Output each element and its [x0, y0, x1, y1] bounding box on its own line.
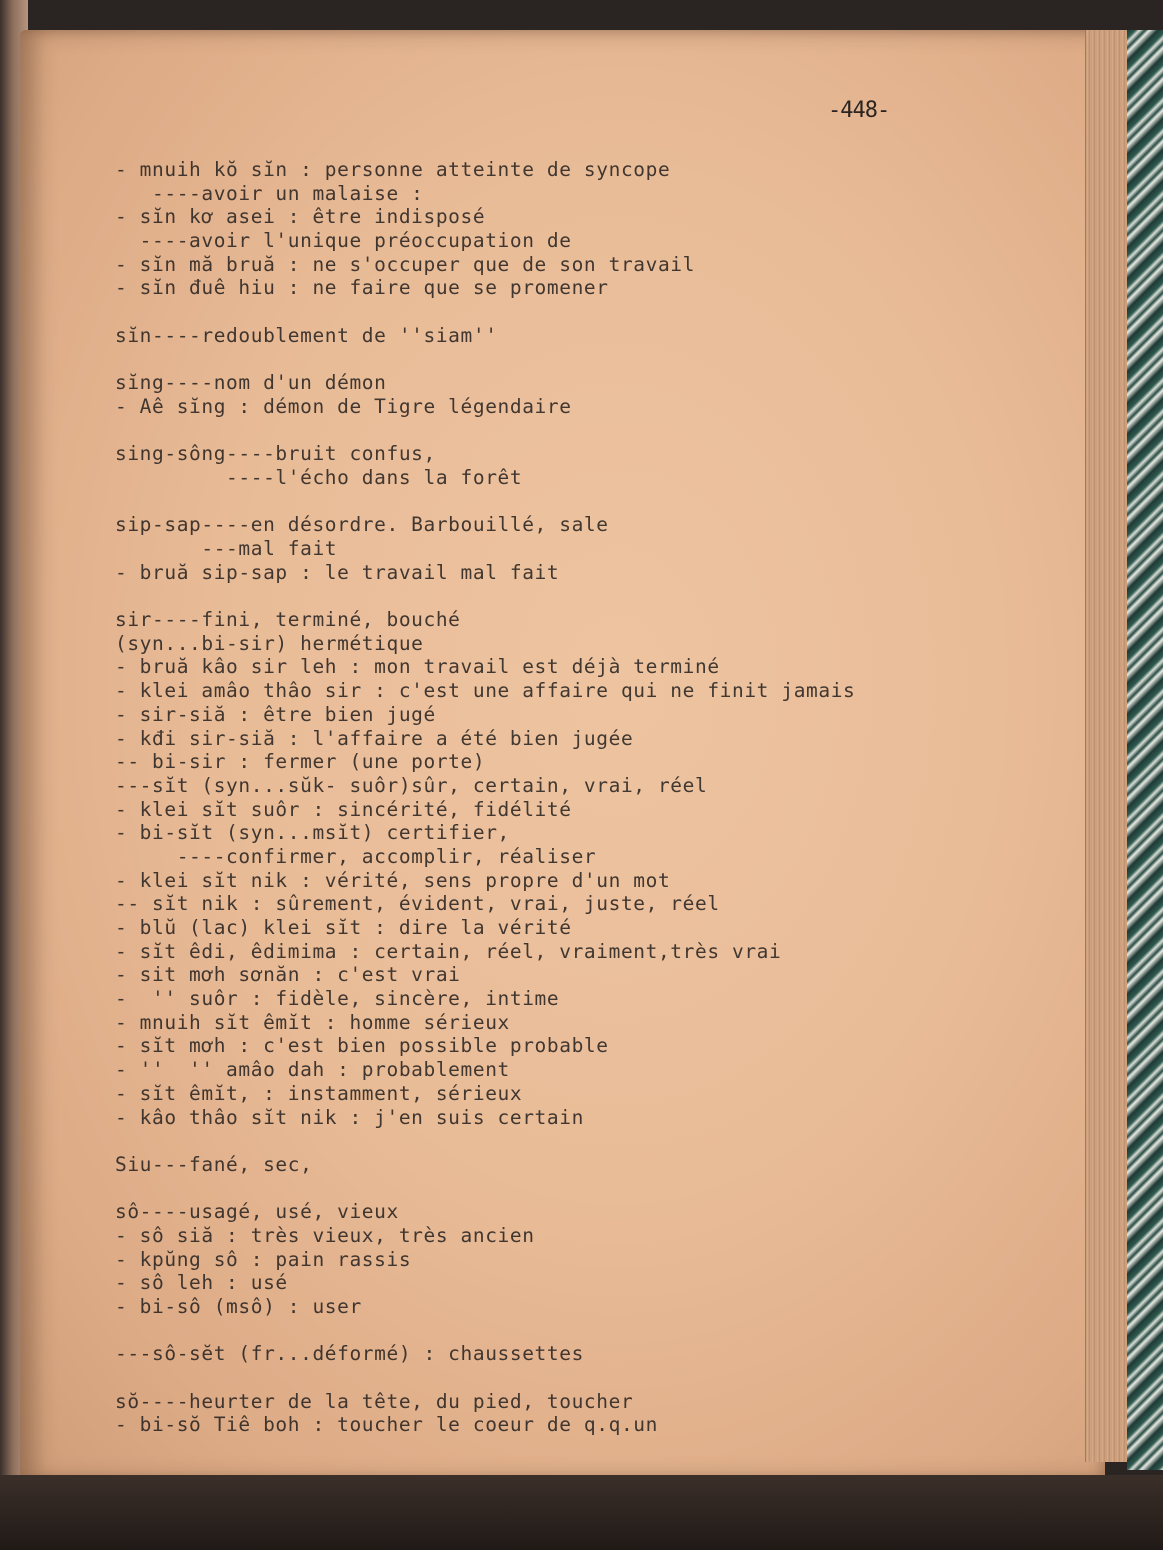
- text-line: - sĭn đuê hiu : ne faire que se promener: [115, 276, 609, 300]
- text-line: - '' suôr : fidèle, sincère, intime: [115, 987, 560, 1011]
- page-number: -448-: [828, 98, 890, 123]
- text-line: - klei sĭt nik : vérité, sens propre d'un mot: [115, 868, 671, 892]
- text-line: (syn...bi-sir) hermétique: [115, 631, 424, 655]
- text-line: - bruă sip-sap : le travail mal fait: [115, 560, 560, 584]
- blank-line: [115, 584, 1015, 608]
- text-line: - blŭ (lac) klei sĭt : dire la vérité: [115, 916, 572, 939]
- blank-line: [115, 490, 1015, 514]
- background-shadow: [0, 1475, 1163, 1550]
- blank-line: [115, 1129, 1015, 1153]
- text-line: - sô siă : très vieux, très ancien: [115, 1223, 535, 1247]
- text-line: - kđi sir-siă : l'affaire a été bien jugée: [115, 726, 634, 750]
- blank-line: [115, 1319, 1015, 1343]
- text-line: ----avoir l'unique préoccupation de: [115, 229, 572, 253]
- text-line: Siu---fané, sec,: [115, 1152, 313, 1176]
- text-line: - kâo thâo sĭt nik : j'en suis certain: [115, 1105, 584, 1129]
- page-stack-edges: [1085, 30, 1128, 1462]
- blank-line: [115, 1177, 1015, 1201]
- blank-line: [115, 419, 1015, 443]
- text-line: ---mal fait: [115, 537, 338, 560]
- text-line: - sĭn mă bruă : ne s'occuper que de son travail: [115, 252, 695, 276]
- text-line: ---sĭt (syn...sŭk- suôr)sûr, certain, vrai, réel: [115, 773, 708, 797]
- text-line: sô----usagé, usé, vieux: [115, 1200, 399, 1224]
- text-line: - bruă kâo sir leh : mon travail est déjà terminé: [115, 655, 720, 679]
- blank-line: [115, 300, 1015, 324]
- marbled-cover-edge: [1127, 30, 1163, 1470]
- text-line: - Aê sĭng : démon de Tigre légendaire: [115, 394, 572, 418]
- text-line: sŏ----heurter de la tête, du pied, toucher: [115, 1389, 634, 1413]
- text-line: sir----fini, terminé, bouché: [115, 608, 461, 632]
- text-line: - sĭn kơ asei : être indisposé: [115, 205, 486, 229]
- text-line: sĭng----nom d'un démon: [115, 371, 387, 395]
- text-line: - bi-sŏ Tiê boh : toucher le coeur de q.q.un: [115, 1413, 658, 1437]
- text-line: - mnuih sĭt êmĭt : homme sérieux: [115, 1010, 510, 1034]
- text-line: - sĭt êmĭt, : instamment, sérieux: [115, 1081, 523, 1105]
- text-line: ----avoir un malaise :: [115, 181, 424, 205]
- text-line: -- bi-sir : fermer (une porte): [115, 750, 486, 774]
- text-line: - klei amâo thâo sir : c'est une affaire qui ne finit jamais: [115, 679, 856, 703]
- text-line: sing-sông----bruit confus,: [115, 442, 436, 466]
- text-line: - sit mơh sơnăn : c'est vrai: [115, 963, 461, 987]
- text-line: - kpŭng sô : pain rassis: [115, 1247, 412, 1271]
- text-line: - bi-sĭt (syn...msĭt) certifier,: [115, 821, 510, 845]
- text-line: - sĭt mơh : c'est bien possible probable: [115, 1034, 609, 1058]
- text-line: -- sĭt nik : sûrement, évident, vrai, juste, réel: [115, 892, 720, 916]
- text-line: sip-sap----en désordre. Barbouillé, sale: [115, 513, 609, 537]
- text-line: - sô leh : usé: [115, 1271, 288, 1295]
- text-line: ----confirmer, accomplir, réaliser: [115, 844, 597, 868]
- text-line: ----l'écho dans la forêt: [115, 465, 523, 489]
- text-line: - bi-sô (msô) : user: [115, 1295, 362, 1318]
- text-line: ---sô-sĕt (fr...déformé) : chaussettes: [115, 1342, 584, 1366]
- text-line: sĭn----redoublement de ''siam'': [115, 323, 498, 347]
- text-line: - sir-siă : être bien jugé: [115, 702, 436, 726]
- text-line: - mnuih kŏ sĭn : personne atteinte de syncope: [115, 158, 671, 181]
- text-line: - sĭt êdi, êdimima : certain, réel, vraiment,très vrai: [115, 939, 782, 963]
- dictionary-entries: [115, 158, 1015, 1437]
- blank-line: [115, 1366, 1015, 1390]
- blank-line: [115, 348, 1015, 372]
- text-line: - klei sĭt suôr : sincérité, fidélité: [115, 797, 572, 821]
- text-line: - '' '' amâo dah : probablement: [115, 1058, 510, 1082]
